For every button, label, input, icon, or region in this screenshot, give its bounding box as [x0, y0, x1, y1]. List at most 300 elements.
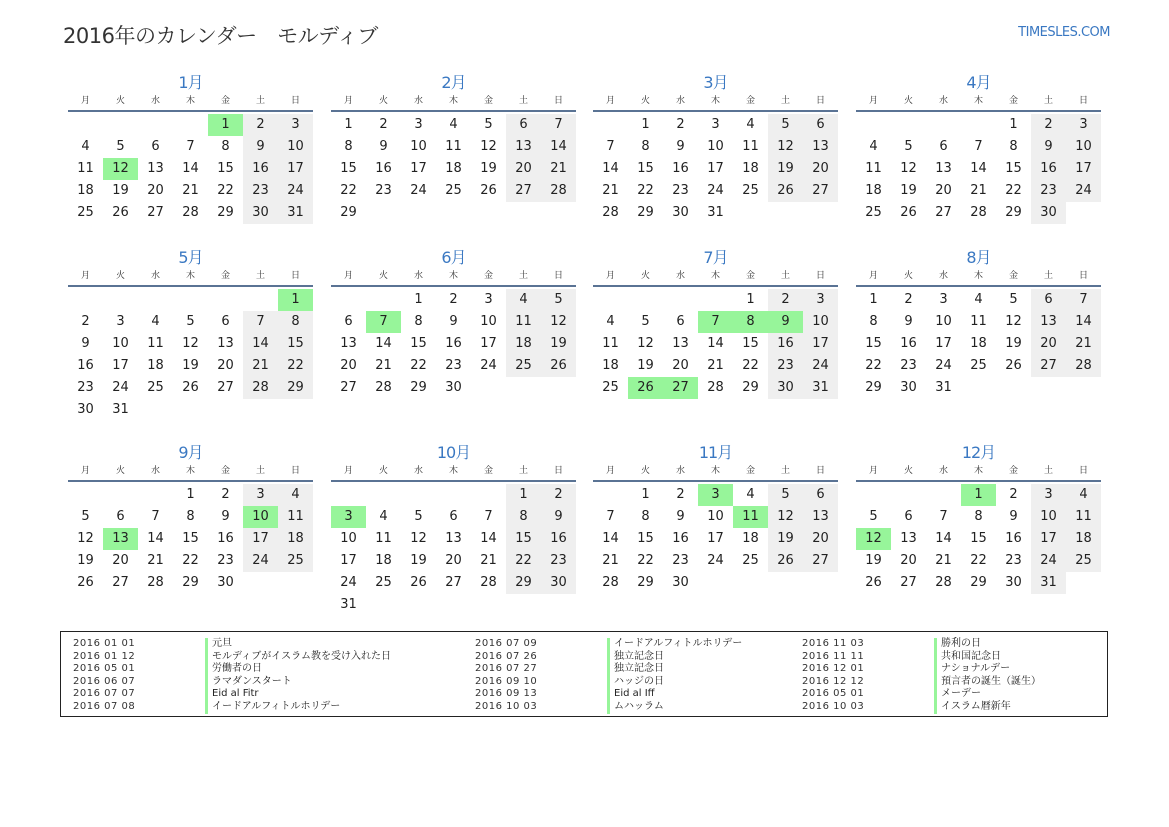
weekday-label: 水 — [675, 466, 685, 476]
day-cell: 8 — [186, 509, 195, 524]
day-cell: 5 — [904, 139, 913, 154]
day-cell: 1 — [1009, 117, 1018, 132]
month-block — [68, 442, 313, 594]
empty-day-cell — [243, 572, 278, 594]
day-cell: 26 — [900, 205, 917, 220]
week-row — [331, 506, 576, 528]
weekday-label: 月 — [605, 466, 615, 476]
weekend-day-cell: 3 — [1031, 484, 1066, 506]
header-rule — [68, 285, 313, 287]
day-cell: 31 — [935, 380, 952, 395]
day-cell: 19 — [77, 553, 94, 568]
weekend-day-cell: 18 — [1066, 528, 1101, 550]
month-title: 11月 — [698, 443, 733, 462]
empty-day-cell — [856, 484, 891, 506]
weekday-header — [331, 94, 576, 110]
weekend-day-cell: 6 — [506, 114, 541, 136]
day-cell: 8 — [1009, 139, 1018, 154]
day-cell: 15 — [637, 161, 654, 176]
weekend-day-cell: 23 — [541, 550, 576, 572]
day-cell: 23 — [672, 183, 689, 198]
day-cell: 22 — [637, 553, 654, 568]
day-cell: 3 — [484, 292, 493, 307]
weekday-label: 火 — [378, 466, 388, 476]
day-cell: 19 — [182, 358, 199, 373]
holiday-name: Eid al Fitr — [205, 688, 259, 701]
holiday-day-cell: 1 — [961, 484, 996, 506]
weekend-day-cell: 29 — [506, 572, 541, 594]
empty-day-cell — [733, 572, 768, 594]
holiday-day-cell: 3 — [698, 484, 733, 506]
week-row — [331, 136, 576, 158]
weekday-label: 木 — [973, 466, 983, 476]
week-row — [593, 289, 838, 311]
day-cell: 9 — [676, 509, 685, 524]
day-cell: 10 — [340, 531, 357, 546]
holiday-name: 元旦 — [205, 638, 232, 651]
month-title: 2月 — [441, 73, 466, 92]
weekday-label: 木 — [973, 96, 983, 106]
week-row — [68, 158, 313, 180]
day-cell: 11 — [147, 336, 164, 351]
weekday-label: 金 — [1008, 96, 1018, 106]
weekday-label: 土 — [1043, 466, 1053, 476]
empty-day-cell — [103, 114, 138, 136]
week-row — [593, 377, 838, 399]
holiday-date: 2016 11 03 — [802, 638, 865, 649]
month-title: 4月 — [966, 73, 991, 92]
weekday-label: 日 — [815, 466, 825, 476]
week-row — [593, 311, 838, 333]
week-row — [856, 114, 1101, 136]
day-cell: 14 — [602, 531, 619, 546]
empty-day-cell — [366, 202, 401, 224]
week-row — [331, 594, 576, 616]
week-row — [68, 399, 313, 421]
day-cell: 6 — [676, 314, 685, 329]
day-cell: 8 — [869, 314, 878, 329]
weekday-label: 水 — [150, 466, 160, 476]
day-cell: 27 — [147, 205, 164, 220]
legend-row — [802, 663, 1041, 676]
day-cell: 8 — [221, 139, 230, 154]
weekday-label: 水 — [413, 96, 423, 106]
empty-day-cell — [593, 114, 628, 136]
weekday-header — [68, 269, 313, 285]
day-cell: 15 — [970, 531, 987, 546]
holiday-date: 2016 07 26 — [475, 650, 538, 662]
empty-day-cell — [68, 289, 103, 311]
month-block — [331, 72, 576, 224]
day-cell: 23 — [1005, 553, 1022, 568]
weekend-day-cell: 30 — [541, 572, 576, 594]
empty-day-cell — [471, 484, 506, 506]
week-row — [856, 202, 1101, 224]
day-cell: 5 — [641, 314, 650, 329]
day-cell: 22 — [1005, 183, 1022, 198]
day-cell: 18 — [77, 183, 94, 198]
holiday-day-cell: 10 — [243, 506, 278, 528]
weekday-label: 金 — [1008, 466, 1018, 476]
weekday-header — [331, 269, 576, 285]
day-cell: 15 — [742, 336, 759, 351]
day-cell: 29 — [217, 205, 234, 220]
weekend-day-cell: 14 — [541, 136, 576, 158]
weekday-label: 日 — [553, 271, 563, 281]
day-cell: 11 — [375, 531, 392, 546]
day-cell: 13 — [147, 161, 164, 176]
week-row — [856, 180, 1101, 202]
month-block — [68, 247, 313, 421]
legend-row — [73, 638, 391, 651]
day-cell: 16 — [375, 161, 392, 176]
day-cell: 15 — [1005, 161, 1022, 176]
weekend-day-cell: 25 — [506, 355, 541, 377]
day-cell: 29 — [970, 575, 987, 590]
weekend-day-cell: 26 — [541, 355, 576, 377]
holiday-name: ナショナルデー — [934, 663, 1010, 676]
week-row — [68, 355, 313, 377]
legend-column — [475, 638, 742, 714]
weekday-label: 木 — [448, 271, 458, 281]
month-title: 10月 — [436, 443, 471, 462]
weekday-label: 月 — [80, 271, 90, 281]
weekday-label: 金 — [220, 466, 230, 476]
day-cell: 2 — [904, 292, 913, 307]
day-cell: 6 — [116, 509, 125, 524]
weekend-day-cell: 22 — [278, 355, 313, 377]
empty-day-cell — [278, 572, 313, 594]
week-row — [593, 114, 838, 136]
weekend-day-cell: 6 — [803, 484, 838, 506]
day-cell: 11 — [865, 161, 882, 176]
legend-row — [475, 638, 742, 651]
day-cell: 11 — [445, 139, 462, 154]
day-cell: 30 — [900, 380, 917, 395]
empty-day-cell — [208, 399, 243, 421]
day-cell: 5 — [869, 509, 878, 524]
week-row — [68, 550, 313, 572]
day-cell: 7 — [939, 509, 948, 524]
day-cell: 12 — [410, 531, 427, 546]
day-cell: 12 — [480, 139, 497, 154]
week-row — [331, 114, 576, 136]
day-cell: 2 — [81, 314, 90, 329]
empty-day-cell — [891, 114, 926, 136]
day-cell: 29 — [1005, 205, 1022, 220]
day-cell: 28 — [480, 575, 497, 590]
legend-row — [475, 701, 742, 714]
holiday-day-cell: 1 — [208, 114, 243, 136]
empty-day-cell — [506, 594, 541, 616]
holiday-date: 2016 06 07 — [73, 675, 136, 687]
weekday-label: 土 — [780, 96, 790, 106]
empty-day-cell — [1066, 572, 1101, 594]
day-cell: 16 — [900, 336, 917, 351]
weekend-day-cell: 10 — [278, 136, 313, 158]
day-cell: 25 — [445, 183, 462, 198]
weekday-label: 金 — [483, 271, 493, 281]
weekend-day-cell: 30 — [1031, 202, 1066, 224]
day-cell: 1 — [186, 487, 195, 502]
empty-day-cell — [366, 289, 401, 311]
weekend-day-cell: 18 — [278, 528, 313, 550]
day-cell: 23 — [445, 358, 462, 373]
empty-day-cell — [401, 594, 436, 616]
weekend-day-cell: 20 — [803, 528, 838, 550]
empty-day-cell — [768, 202, 803, 224]
weekday-label: 日 — [290, 466, 300, 476]
day-cell: 6 — [151, 139, 160, 154]
weekend-day-cell: 22 — [506, 550, 541, 572]
weekday-label: 土 — [518, 466, 528, 476]
empty-day-cell — [436, 484, 471, 506]
legend-row — [802, 638, 1041, 651]
day-cell: 31 — [340, 597, 357, 612]
weekend-day-cell: 10 — [1031, 506, 1066, 528]
weekend-day-cell: 10 — [1066, 136, 1101, 158]
week-row — [68, 506, 313, 528]
header-rule — [331, 110, 576, 112]
holiday-day-cell: 1 — [278, 289, 313, 311]
day-cell: 6 — [221, 314, 230, 329]
day-cell: 26 — [865, 575, 882, 590]
day-cell: 22 — [182, 553, 199, 568]
empty-day-cell — [243, 289, 278, 311]
day-cell: 20 — [672, 358, 689, 373]
day-cell: 9 — [904, 314, 913, 329]
weekday-label: 日 — [815, 271, 825, 281]
weekday-label: 水 — [150, 271, 160, 281]
holiday-date: 2016 10 03 — [802, 700, 865, 712]
week-row — [593, 136, 838, 158]
weekend-day-cell: 3 — [1066, 114, 1101, 136]
weekday-label: 火 — [115, 466, 125, 476]
empty-day-cell — [331, 484, 366, 506]
weekend-day-cell: 6 — [803, 114, 838, 136]
day-cell: 1 — [641, 487, 650, 502]
day-cell: 24 — [480, 358, 497, 373]
week-row — [331, 180, 576, 202]
week-row — [68, 572, 313, 594]
empty-day-cell — [401, 202, 436, 224]
legend-row — [802, 688, 1041, 701]
day-cell: 5 — [484, 117, 493, 132]
day-cell: 4 — [151, 314, 160, 329]
weekend-day-cell: 24 — [278, 180, 313, 202]
day-cell: 12 — [182, 336, 199, 351]
weekday-label: 金 — [483, 96, 493, 106]
weekday-label: 火 — [640, 96, 650, 106]
day-cell: 23 — [77, 380, 94, 395]
weekday-label: 水 — [413, 466, 423, 476]
page-title: 2016年のカレンダー モルディブ — [63, 24, 378, 48]
day-cell: 6 — [939, 139, 948, 154]
weekend-day-cell: 3 — [278, 114, 313, 136]
day-cell: 24 — [707, 553, 724, 568]
weekday-header — [856, 94, 1101, 110]
weekend-day-cell: 19 — [768, 158, 803, 180]
week-row — [856, 377, 1101, 399]
day-cell: 26 — [112, 205, 129, 220]
weekend-day-cell: 2 — [541, 484, 576, 506]
day-cell: 26 — [77, 575, 94, 590]
holiday-day-cell: 12 — [856, 528, 891, 550]
weekend-day-cell: 8 — [278, 311, 313, 333]
day-cell: 17 — [112, 358, 129, 373]
day-cell: 9 — [81, 336, 90, 351]
week-row — [856, 158, 1101, 180]
day-cell: 22 — [865, 358, 882, 373]
day-cell: 3 — [939, 292, 948, 307]
weekend-day-cell: 7 — [541, 114, 576, 136]
day-cell: 16 — [1005, 531, 1022, 546]
weekend-day-cell: 24 — [243, 550, 278, 572]
empty-day-cell — [68, 484, 103, 506]
day-cell: 23 — [375, 183, 392, 198]
holiday-day-cell: 27 — [663, 377, 698, 399]
legend-row — [73, 701, 391, 714]
empty-day-cell — [541, 202, 576, 224]
weekend-day-cell: 5 — [541, 289, 576, 311]
empty-day-cell — [471, 377, 506, 399]
empty-day-cell — [961, 114, 996, 136]
weekend-day-cell: 15 — [278, 333, 313, 355]
weekday-label: 水 — [938, 271, 948, 281]
weekday-label: 月 — [80, 96, 90, 106]
legend-column — [802, 638, 1041, 714]
day-cell: 22 — [637, 183, 654, 198]
day-cell: 21 — [182, 183, 199, 198]
empty-day-cell — [471, 594, 506, 616]
day-cell: 10 — [480, 314, 497, 329]
weekend-day-cell: 4 — [278, 484, 313, 506]
site-link[interactable]: TIMESLES.COM — [1018, 25, 1110, 40]
header-rule — [331, 285, 576, 287]
day-cell: 27 — [935, 205, 952, 220]
weekday-header — [856, 269, 1101, 285]
day-cell: 18 — [445, 161, 462, 176]
weekend-day-cell: 12 — [541, 311, 576, 333]
weekday-header — [68, 94, 313, 110]
weekend-day-cell: 17 — [243, 528, 278, 550]
weekday-label: 木 — [185, 271, 195, 281]
weekday-label: 月 — [80, 466, 90, 476]
day-cell: 25 — [865, 205, 882, 220]
weekend-day-cell: 5 — [768, 484, 803, 506]
week-row — [68, 136, 313, 158]
weekend-day-cell: 1 — [506, 484, 541, 506]
empty-day-cell — [331, 289, 366, 311]
weekday-label: 木 — [185, 96, 195, 106]
holiday-date: 2016 09 13 — [475, 688, 538, 700]
week-row — [331, 484, 576, 506]
day-cell: 21 — [970, 183, 987, 198]
day-cell: 4 — [869, 139, 878, 154]
weekend-day-cell: 27 — [803, 550, 838, 572]
day-cell: 20 — [147, 183, 164, 198]
holiday-date: 2016 09 10 — [475, 675, 538, 687]
weekday-label: 月 — [605, 96, 615, 106]
day-cell: 22 — [410, 358, 427, 373]
month-block — [68, 72, 313, 224]
week-row — [856, 333, 1101, 355]
holiday-date: 2016 01 01 — [73, 638, 136, 649]
empty-day-cell — [593, 289, 628, 311]
weekend-day-cell: 31 — [278, 202, 313, 224]
week-row — [856, 289, 1101, 311]
day-cell: 15 — [182, 531, 199, 546]
weekday-label: 金 — [220, 271, 230, 281]
empty-day-cell — [68, 114, 103, 136]
day-cell: 21 — [375, 358, 392, 373]
day-cell: 25 — [77, 205, 94, 220]
day-cell: 19 — [112, 183, 129, 198]
day-cell: 18 — [742, 531, 759, 546]
day-cell: 29 — [340, 205, 357, 220]
holiday-date: 2016 01 12 — [73, 650, 136, 662]
holiday-name: ラマダンスタート — [205, 676, 292, 689]
day-cell: 5 — [116, 139, 125, 154]
weekend-day-cell: 27 — [803, 180, 838, 202]
day-cell: 29 — [410, 380, 427, 395]
weekday-label: 日 — [290, 271, 300, 281]
week-row — [593, 180, 838, 202]
weekday-label: 火 — [903, 96, 913, 106]
weekday-label: 月 — [605, 271, 615, 281]
day-cell: 14 — [935, 531, 952, 546]
day-cell: 18 — [970, 336, 987, 351]
holiday-date: 2016 07 07 — [73, 688, 136, 700]
day-cell: 28 — [602, 205, 619, 220]
weekend-day-cell: 23 — [243, 180, 278, 202]
day-cell: 9 — [676, 139, 685, 154]
day-cell: 20 — [900, 553, 917, 568]
day-cell: 15 — [217, 161, 234, 176]
day-cell: 25 — [147, 380, 164, 395]
weekday-label: 土 — [255, 466, 265, 476]
day-cell: 17 — [707, 161, 724, 176]
weekday-label: 土 — [518, 96, 528, 106]
day-cell: 8 — [974, 509, 983, 524]
day-cell: 21 — [602, 553, 619, 568]
week-row — [68, 377, 313, 399]
empty-day-cell — [243, 399, 278, 421]
week-row — [331, 377, 576, 399]
holiday-day-cell: 12 — [103, 158, 138, 180]
day-cell: 24 — [340, 575, 357, 590]
day-cell: 9 — [1009, 509, 1018, 524]
week-row — [331, 202, 576, 224]
holiday-day-cell: 8 — [733, 311, 768, 333]
day-cell: 8 — [641, 509, 650, 524]
day-cell: 2 — [1009, 487, 1018, 502]
weekday-label: 水 — [413, 271, 423, 281]
weekend-day-cell: 15 — [506, 528, 541, 550]
day-cell: 19 — [1005, 336, 1022, 351]
day-cell: 12 — [900, 161, 917, 176]
day-cell: 30 — [217, 575, 234, 590]
weekend-day-cell: 9 — [541, 506, 576, 528]
empty-day-cell — [436, 202, 471, 224]
day-cell: 4 — [746, 117, 755, 132]
week-row — [68, 484, 313, 506]
weekday-label: 火 — [903, 466, 913, 476]
month-block — [593, 442, 838, 594]
day-cell: 19 — [900, 183, 917, 198]
day-cell: 30 — [1005, 575, 1022, 590]
weekday-label: 土 — [255, 271, 265, 281]
